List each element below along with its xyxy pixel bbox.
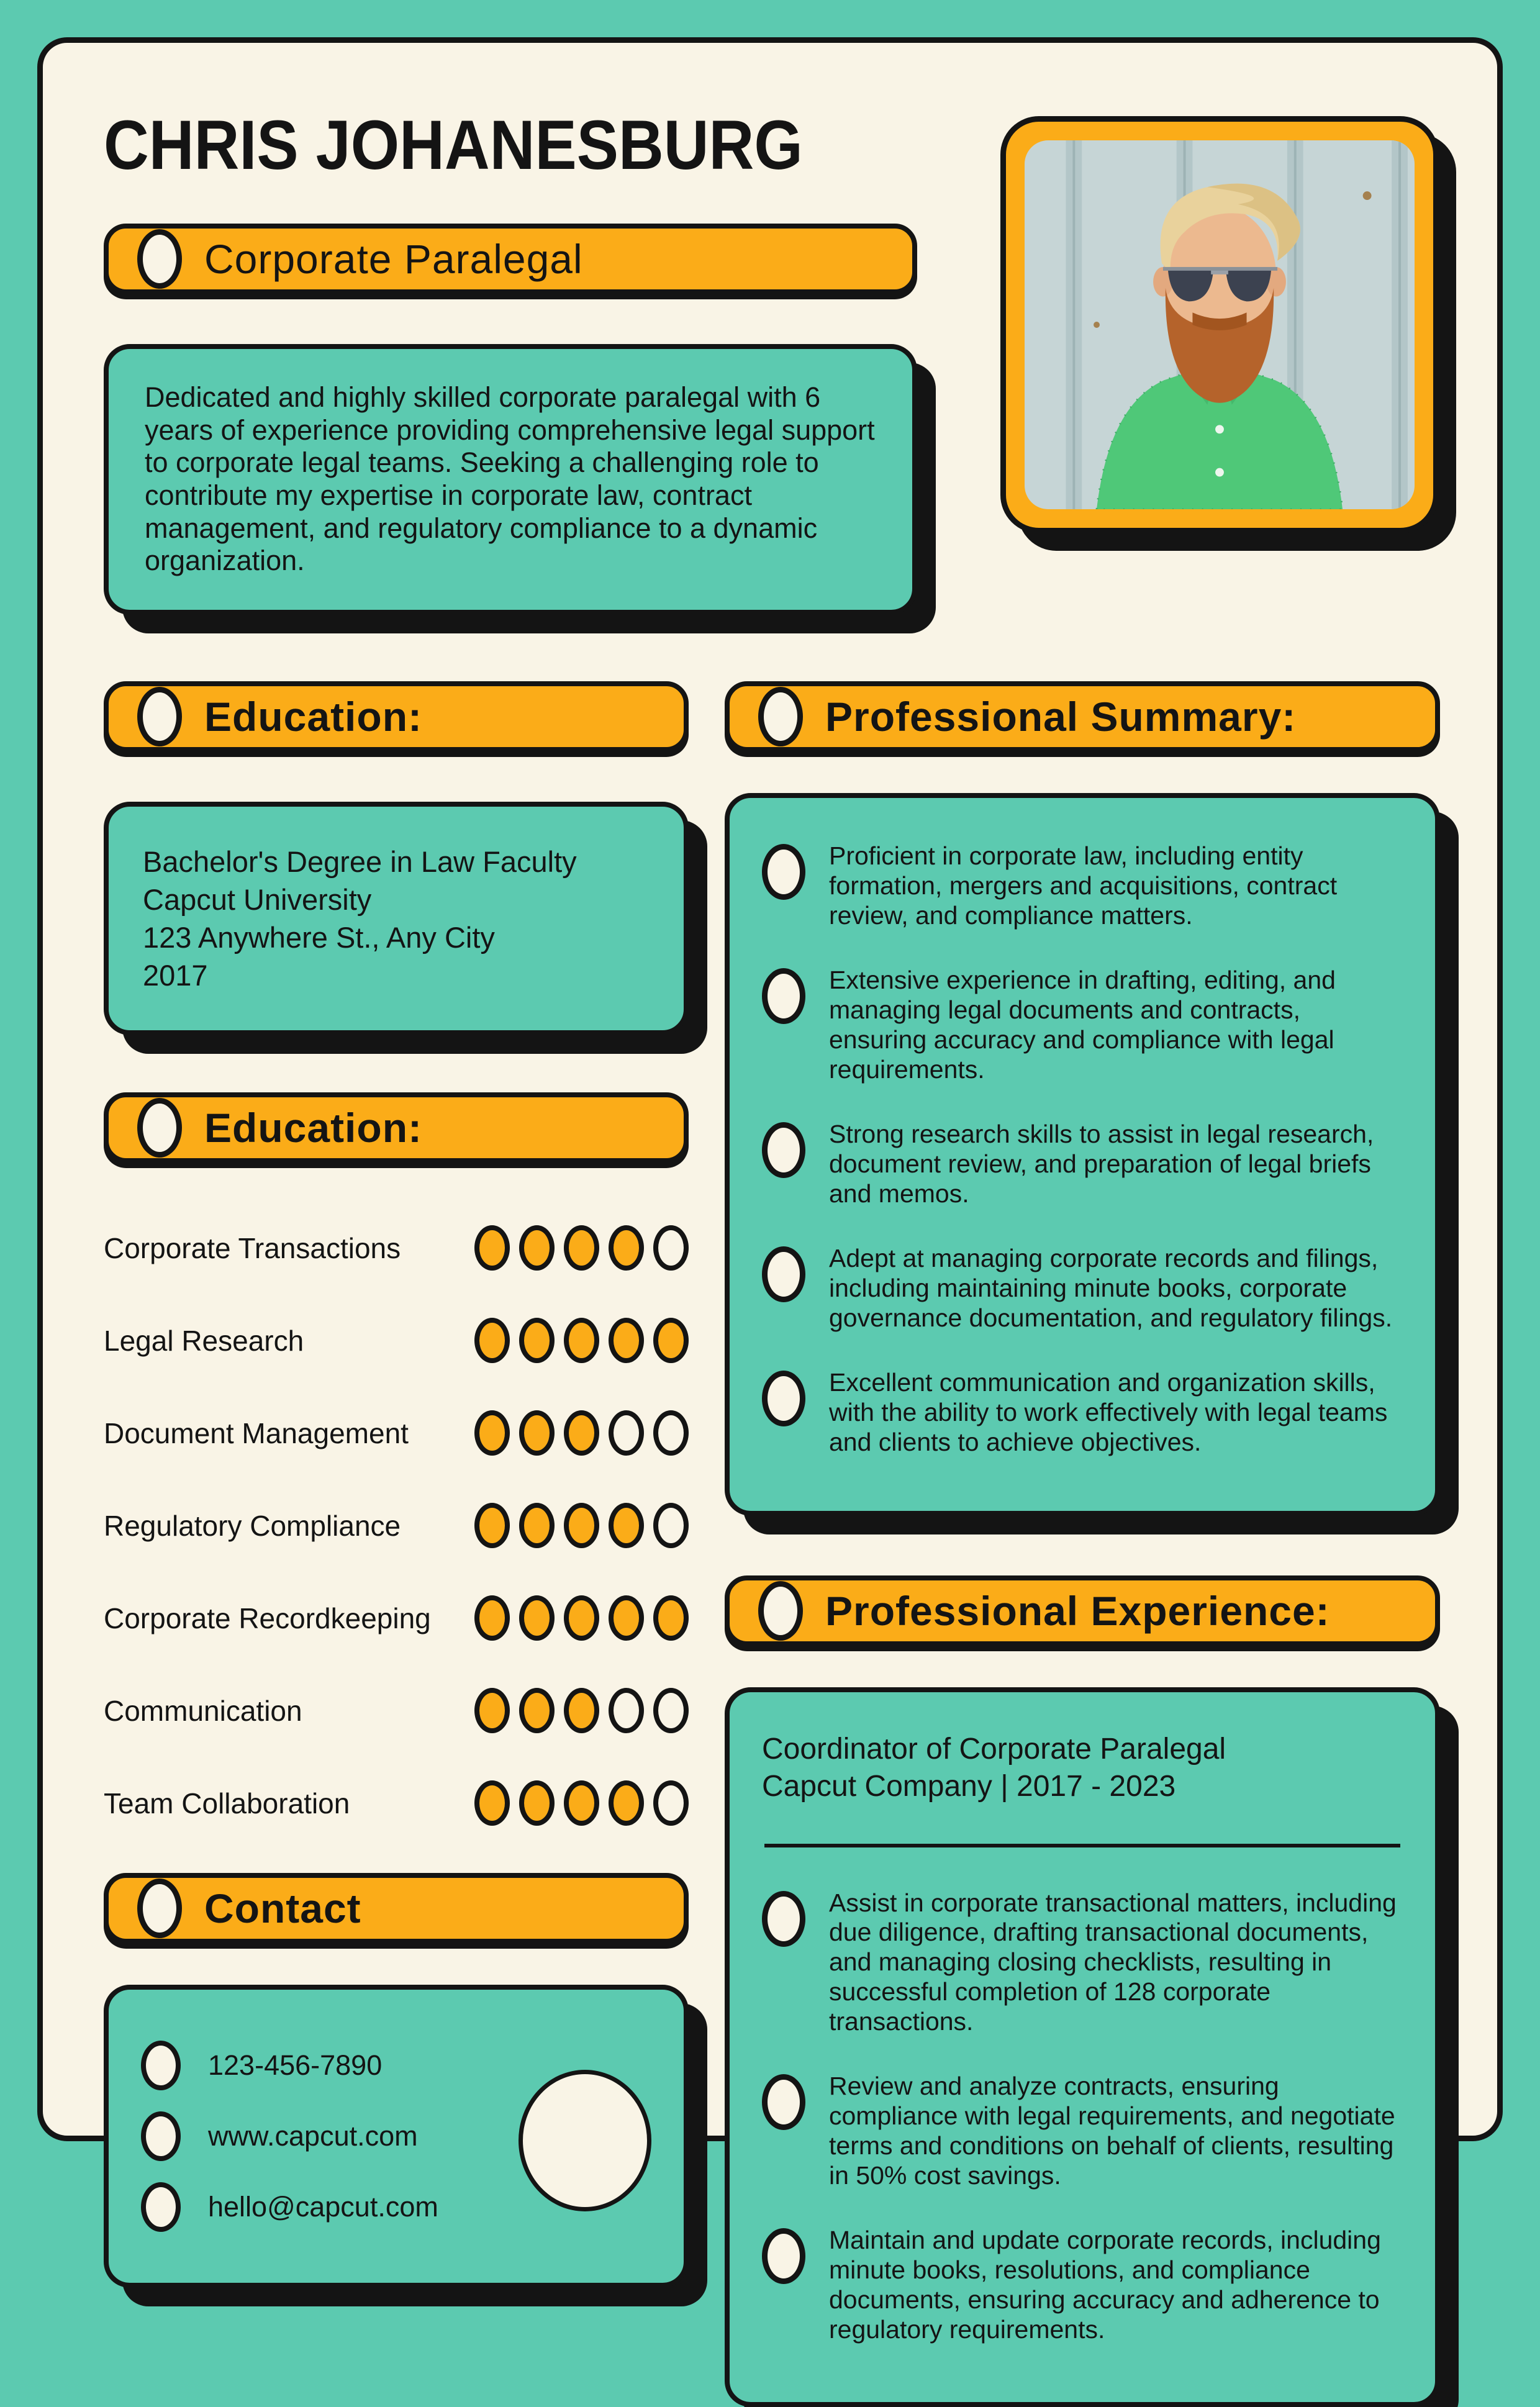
rating-dot: [609, 1503, 644, 1548]
education-heading: Education:: [204, 693, 422, 740]
summary-bullet: [762, 1368, 1403, 1457]
professional-experience-heading: Professional Experience:: [825, 1587, 1330, 1634]
summary-bullet-text: Extensive experience in drafting, editing, and managing legal documents and contracts, ensuring accuracy and compliance with legal requirements.: [829, 966, 1403, 1085]
summary-bullet: [762, 966, 1403, 1085]
ellipse-bullet-icon: [141, 2111, 181, 2161]
rating-dot: [653, 1688, 689, 1733]
email: hello@capcut.com: [208, 2191, 438, 2223]
skill-row: [104, 1410, 689, 1456]
ellipse-bullet-icon: [137, 229, 182, 289]
rating-dot: [474, 1410, 510, 1456]
professional-summary-heading: Professional Summary:: [825, 693, 1296, 740]
contact-circle-placeholder: [519, 2070, 651, 2211]
education-year: 2017: [143, 956, 650, 994]
ellipse-bullet-icon: [758, 1581, 803, 1641]
skills-list: [104, 1225, 689, 1826]
experience-bullet-text: Review and analyze contracts, ensuring compliance with legal requirements, and negotiate terms and conditions on behalf of clients, resulting in 50% cost savings.: [829, 2072, 1403, 2191]
summary-bullet: [762, 1120, 1403, 1209]
education-address: 123 Anywhere St., Any City: [143, 918, 650, 956]
skill-label: Regulatory Compliance: [104, 1509, 401, 1543]
rating-dot: [609, 1225, 644, 1271]
ellipse-bullet-icon: [762, 1371, 805, 1426]
rating-dot: [564, 1225, 599, 1271]
skill-rating: [474, 1503, 689, 1548]
rating-dot: [519, 1595, 555, 1641]
ellipse-bullet-icon: [758, 687, 803, 746]
job-title: Corporate Paralegal: [204, 235, 583, 283]
rating-dot: [519, 1503, 555, 1548]
ellipse-bullet-icon: [762, 1246, 805, 1302]
rating-dot: [519, 1318, 555, 1363]
skill-rating: [474, 1688, 689, 1733]
profile-photo-frame: [1000, 116, 1439, 533]
rating-dot: [564, 1410, 599, 1456]
rating-dot: [519, 1225, 555, 1271]
skill-row: [104, 1503, 689, 1548]
rating-dot: [474, 1318, 510, 1363]
professional-summary-banner: [725, 681, 1440, 752]
contact-row-phone: [141, 2041, 516, 2090]
phone-number: 123-456-7890: [208, 2049, 382, 2082]
rating-dot: [609, 1780, 644, 1826]
ellipse-bullet-icon: [762, 968, 805, 1024]
ellipse-bullet-icon: [141, 2041, 181, 2090]
rating-dot: [564, 1503, 599, 1548]
experience-bullet: [762, 2226, 1403, 2345]
experience-bullet-text: Assist in corporate transactional matters, including due diligence, drafting transactional documents, and managing closing checklists, resulting in successful completion of 128 corporate transactions.: [829, 1888, 1403, 2038]
education-banner: [104, 681, 689, 752]
rating-dot: [519, 1410, 555, 1456]
rating-dot: [564, 1688, 599, 1733]
rating-dot: [653, 1225, 689, 1271]
skill-row: [104, 1318, 689, 1363]
rating-dot: [609, 1410, 644, 1456]
experience-bullet-text: Maintain and update corporate records, including minute books, resolutions, and compliance documents, ensuring accuracy and adherence to regulatory requirements.: [829, 2226, 1403, 2345]
contact-banner: [104, 1873, 689, 1944]
rating-dot: [609, 1595, 644, 1641]
website: www.capcut.com: [208, 2120, 418, 2152]
contact-row-email: [141, 2182, 516, 2232]
education-school: Capcut University: [143, 881, 650, 918]
summary-bullet: [762, 1244, 1403, 1333]
education-panel: [104, 802, 689, 1035]
professional-experience-banner: [725, 1575, 1440, 1646]
skill-label: Legal Research: [104, 1324, 304, 1358]
skill-label: Document Management: [104, 1417, 409, 1450]
profile-summary-text: Dedicated and highly skilled corporate paralegal with 6 years of experience providing comprehensive legal support to corporate legal teams. Seeking a challenging role to contribute my expertise in corporate law, contract management, and regulatory compliance to a dynamic organization.: [145, 381, 875, 576]
rating-dot: [653, 1410, 689, 1456]
skill-label: Communication: [104, 1694, 302, 1728]
rating-dot: [564, 1318, 599, 1363]
skill-row: [104, 1780, 689, 1826]
right-column: [725, 681, 1440, 2407]
rating-dot: [653, 1595, 689, 1641]
rating-dot: [564, 1595, 599, 1641]
professional-summary-panel: [725, 793, 1440, 1516]
rating-dot: [474, 1503, 510, 1548]
skill-label: Team Collaboration: [104, 1787, 350, 1820]
ellipse-bullet-icon: [762, 844, 805, 900]
skill-row: [104, 1688, 689, 1733]
ellipse-bullet-icon: [762, 1891, 805, 1947]
profile-summary-panel: [104, 344, 917, 615]
contact-heading: Contact: [204, 1885, 361, 1932]
left-column: [104, 681, 689, 2288]
skill-rating: [474, 1225, 689, 1271]
skills-heading: Education:: [204, 1104, 422, 1151]
ellipse-bullet-icon: [762, 1122, 805, 1178]
rating-dot: [474, 1595, 510, 1641]
rating-dot: [474, 1225, 510, 1271]
skill-rating: [474, 1410, 689, 1456]
summary-bullet-text: Proficient in corporate law, including entity formation, mergers and acquisitions, contract review, and compliance matters.: [829, 841, 1403, 931]
experience-company-period: Capcut Company | 2017 - 2023: [762, 1768, 1403, 1805]
rating-dot: [519, 1688, 555, 1733]
divider: [764, 1844, 1400, 1847]
contact-row-website: [141, 2111, 516, 2161]
contact-panel: [104, 1985, 689, 2288]
resume-header: [104, 105, 1440, 608]
skill-row: [104, 1225, 689, 1271]
ellipse-bullet-icon: [137, 1879, 182, 1938]
summary-bullet-text: Adept at managing corporate records and filings, including maintaining minute books, corporate governance documentation, and regulatory filings.: [829, 1244, 1403, 1333]
summary-bullet: [762, 841, 1403, 931]
rating-dot: [609, 1318, 644, 1363]
ellipse-bullet-icon: [762, 2074, 805, 2130]
ellipse-bullet-icon: [137, 687, 182, 746]
skill-row: [104, 1595, 689, 1641]
skill-rating: [474, 1780, 689, 1826]
rating-dot: [653, 1503, 689, 1548]
summary-bullet-text: Excellent communication and organization skills, with the ability to work effectively with legal teams and clients to achieve objectives.: [829, 1368, 1403, 1457]
experience-bullet: [762, 1888, 1403, 2038]
skill-rating: [474, 1595, 689, 1641]
experience-bullet: [762, 2072, 1403, 2191]
skill-rating: [474, 1318, 689, 1363]
rating-dot: [653, 1780, 689, 1826]
ellipse-bullet-icon: [137, 1098, 182, 1158]
professional-experience-panel: [725, 1687, 1440, 2407]
ellipse-bullet-icon: [762, 2228, 805, 2284]
skill-label: Corporate Transactions: [104, 1231, 401, 1265]
skill-label: Corporate Recordkeeping: [104, 1602, 431, 1635]
rating-dot: [519, 1780, 555, 1826]
rating-dot: [653, 1318, 689, 1363]
job-title-banner: [104, 224, 917, 294]
ellipse-bullet-icon: [141, 2182, 181, 2232]
rating-dot: [474, 1780, 510, 1826]
rating-dot: [609, 1688, 644, 1733]
rating-dot: [564, 1780, 599, 1826]
summary-bullet-text: Strong research skills to assist in legal research, document review, and preparation of legal briefs and memos.: [829, 1120, 1403, 1209]
skills-banner: [104, 1092, 689, 1163]
rating-dot: [474, 1688, 510, 1733]
resume-card: [37, 37, 1503, 2141]
education-degree: Bachelor's Degree in Law Faculty: [143, 843, 650, 881]
experience-role: Coordinator of Corporate Paralegal: [762, 1731, 1403, 1768]
profile-photo: [1025, 140, 1415, 509]
person-name: CHRIS JOHANESBURG: [104, 105, 1307, 185]
